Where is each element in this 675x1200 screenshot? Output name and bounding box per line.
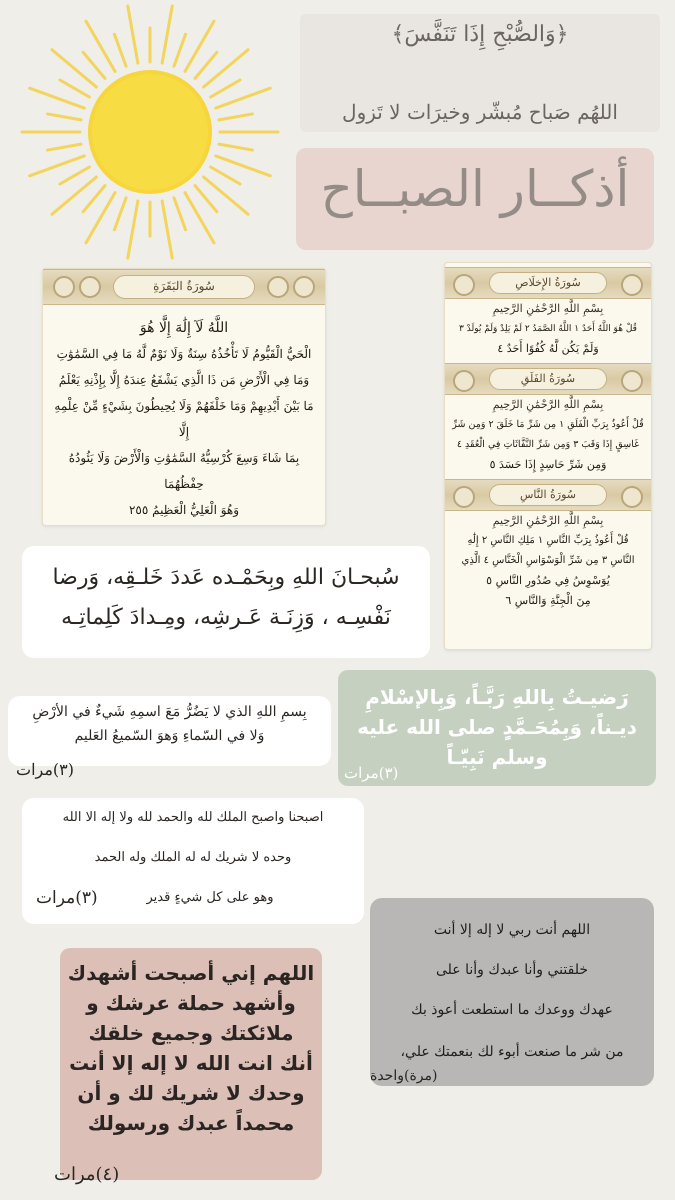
sun-ray: [174, 34, 186, 66]
sura-name: سُورَةُ البَقَرَةِ: [113, 275, 255, 299]
allahumma-line: اللهم إني أصبحت أشهدك: [67, 961, 315, 985]
sura-name: سُورَةُ الإِخلَاصِ: [489, 272, 607, 294]
bismillah-line: وَلا في السّماءِ وَهوَ السّميعُ العَليم: [74, 728, 265, 744]
sura-name: سُورَةُ الفَلَقِ: [489, 368, 607, 390]
sayyid-line: عهدك ووعدك ما استطعت أعوذ بك: [411, 1002, 613, 1018]
sayyid-line: اللهم أنت ربي لا إله إلا أنت: [433, 922, 591, 938]
sun-ray: [211, 167, 240, 184]
sura-header-falaq: [445, 363, 651, 395]
sun-ray: [30, 88, 85, 108]
sun-ray: [52, 177, 96, 214]
quran-line: غَاسِقٍ إِذَا وَقَبَ ٣ وَمِن شَرِّ النَّفَّاثَاتِ فِي الْعُقَدِ ٤: [456, 439, 640, 450]
quran-line: مِنَ الْجِنَّةِ وَالنَّاسِ ٦: [505, 594, 591, 607]
quls-page: [444, 262, 652, 650]
sun-ray: [185, 21, 214, 71]
asbahna-line: وهو على كل شيءٍ قدير: [146, 890, 274, 905]
quran-line: النَّاسِ ٣ مِن شَرِّ الْوَسْوَاسِ الْخَنَّاسِ ٤ الَّذِي: [461, 555, 635, 566]
quran-line: قُلْ أَعُوذُ بِرَبِّ الْفَلَقِ ١ مِن شَرِّ مَا خَلَقَ ٢ وَمِن شَرِّ: [452, 419, 644, 430]
repeat-count: (مرة)واحدة: [370, 1068, 438, 1084]
page-title: أذكــار الصبــاح: [320, 160, 630, 218]
sun-ray: [162, 201, 172, 258]
sun-ray: [219, 114, 252, 120]
ornament-icon: [621, 486, 643, 508]
ornament-icon: [453, 370, 475, 392]
sura-name: سُورَةُ النَّاسِ: [489, 484, 607, 506]
sayyid-line: من شر ما صنعت أبوء لك بنعمتك علي،: [400, 1044, 624, 1060]
ornament-icon: [453, 274, 475, 296]
quran-line: يُوَسْوِسُ فِي صُدُورِ النَّاسِ ٥: [486, 574, 610, 587]
sun-ray: [60, 80, 89, 97]
sun-ray: [216, 88, 271, 108]
quran-line: بِمَا شَاءَ وَسِعَ كُرْسِيُّهُ السَّمَٰوَٰتِ وَالْأَرْضَ وَلَا يَئُودُهُ حِفْظُهُمَا: [68, 451, 300, 491]
asbahna-line: وحده لا شريك له له الملك وله الحمد: [94, 850, 292, 865]
sun-ray: [83, 186, 105, 212]
quran-line: قُلْ هُوَ اللَّهُ أَحَدٌ ١ اللَّهُ الصَّمَدُ ٢ لَمْ يَلِدْ وَلَمْ يُولَدْ ٣: [459, 324, 637, 334]
sun-ray: [128, 201, 138, 258]
sun-ray: [174, 198, 186, 230]
sun-ray: [216, 156, 271, 176]
sun-ray: [60, 167, 89, 184]
bismillah-line: بِسمِ اللهِ الذي لا يَضُرُّ مَعَ اسمِهِ شَيءٌ في الأرْضِ: [32, 704, 307, 720]
sura-header-ikhlas: [445, 267, 651, 299]
sun-ray: [204, 177, 248, 214]
ayat-al-kursi-page: [42, 268, 326, 526]
ornament-icon: [267, 276, 289, 298]
sun-illustration: [0, 0, 290, 270]
allahumma-line: وأشهد حملة عرشك و: [86, 991, 296, 1015]
morning-greeting: اللهُم صَباح مُبشّر وخيرَات لا تَزول: [342, 100, 618, 124]
ornament-icon: [293, 276, 315, 298]
basmala: بِسْمِ اللَّهِ الرَّحْمَٰنِ الرَّحِيمِ: [492, 514, 604, 527]
allahumma-line: محمداً عبدك ورسولك: [87, 1111, 295, 1135]
bismillah-text: [8, 700, 331, 748]
sun-ray: [86, 193, 115, 243]
quran-line: مَا بَيْنَ أَيْدِيهِمْ وَمَا خَلْفَهُمْ وَلَا يُحِيطُونَ بِشَيْءٍ مِّنْ عِلْمِهِ إِلَّا: [54, 399, 314, 439]
allahumma-line: أنك انت الله لا إله إلا أنت: [69, 1051, 313, 1075]
quran-line: وَمِن شَرِّ حَاسِدٍ إِذَا حَسَدَ ٥: [489, 458, 607, 471]
sun-ray: [30, 156, 85, 176]
sun-ray: [204, 50, 248, 87]
sun-ray: [219, 144, 252, 150]
tasbeeh-text: سُبحـانَ اللهِ وبِحَمْـده عَددَ خَلـقِه، وَرضا نَفْسِـه ، وَزِنَـة عَـرشِه، ومِـدادَ كَلِماتِـه: [52, 565, 400, 630]
sun-ray: [211, 80, 240, 97]
ornament-icon: [621, 274, 643, 296]
quran-line: اللَّهُ لَآ إِلَٰهَ إِلَّا هُوَ: [139, 320, 229, 336]
repeat-count: (٣)مرات: [344, 764, 399, 782]
sun-ray: [114, 34, 126, 66]
asbahna-line: اصبحنا واصبح الملك لله والحمد لله ولا إله الا الله: [62, 810, 324, 825]
radeetu-text: رَضيـتُ بِاللهِ رَبَّـاً، وَبِالإسْلامِ ديـناً، وَبِمُحَـمَّدٍ صلى الله عليه وسلم نَبِيّـاً: [357, 685, 637, 769]
sun-ray: [128, 6, 138, 63]
basmala: بِسْمِ اللَّهِ الرَّحْمَٰنِ الرَّحِيمِ: [492, 398, 604, 411]
quran-line: وَمَا فِي الْأَرْضِ مَن ذَا الَّذِي يَشْفَعُ عِندَهُ إِلَّا بِإِذْنِهِ يَعْلَمُ: [58, 373, 310, 387]
sun-ray: [83, 52, 105, 78]
allahumma-line: ملائكتك وجميع خلقك: [88, 1021, 294, 1045]
sura-header-nas: [445, 479, 651, 511]
sun-ray: [114, 198, 126, 230]
ornament-icon: [453, 486, 475, 508]
ornament-icon: [621, 370, 643, 392]
ornament-icon: [53, 276, 75, 298]
sura-header-baqara: [43, 269, 325, 305]
sun-ray: [52, 50, 96, 87]
repeat-count: (٣)مرات: [36, 888, 98, 908]
sayyid-line: خلقتني وأنا عبدك وأنا على: [435, 962, 589, 978]
sun-ray: [195, 186, 217, 212]
basmala: بِسْمِ اللَّهِ الرَّحْمَٰنِ الرَّحِيمِ: [492, 302, 604, 315]
quran-line: وَهُوَ الْعَلِيُّ الْعَظِيمُ ٢٥٥: [128, 503, 240, 517]
quran-verse: ﴿وَالصُّبْحِ إِذَا تَنَفَّسَ﴾: [391, 22, 569, 47]
repeat-count: (٣)مرات: [16, 760, 74, 779]
sun-ray: [195, 52, 217, 78]
sun-ray: [48, 144, 81, 150]
sun-ray: [185, 193, 214, 243]
quran-line: الْحَيُّ الْقَيُّومُ لَا تَأْخُذُهُ سِنَةٌ وَلَا نَوْمٌ لَّهُ مَا فِي السَّمَٰوَٰتِ: [56, 347, 312, 361]
quran-line: وَلَمْ يَكُن لَّهُ كُفُوًا أَحَدٌ ٤: [497, 342, 599, 355]
sun-ray: [162, 6, 172, 63]
sun-ray: [86, 21, 115, 71]
allahumma-line: وحدك لا شريك لك و أن: [77, 1081, 305, 1105]
sun-ray: [48, 114, 81, 120]
quran-line: قُلْ أَعُوذُ بِرَبِّ النَّاسِ ١ مَلِكِ النَّاسِ ٢ إِلَٰهِ: [467, 535, 629, 546]
ornament-icon: [79, 276, 101, 298]
repeat-count: (٤)مرات: [54, 1164, 120, 1185]
